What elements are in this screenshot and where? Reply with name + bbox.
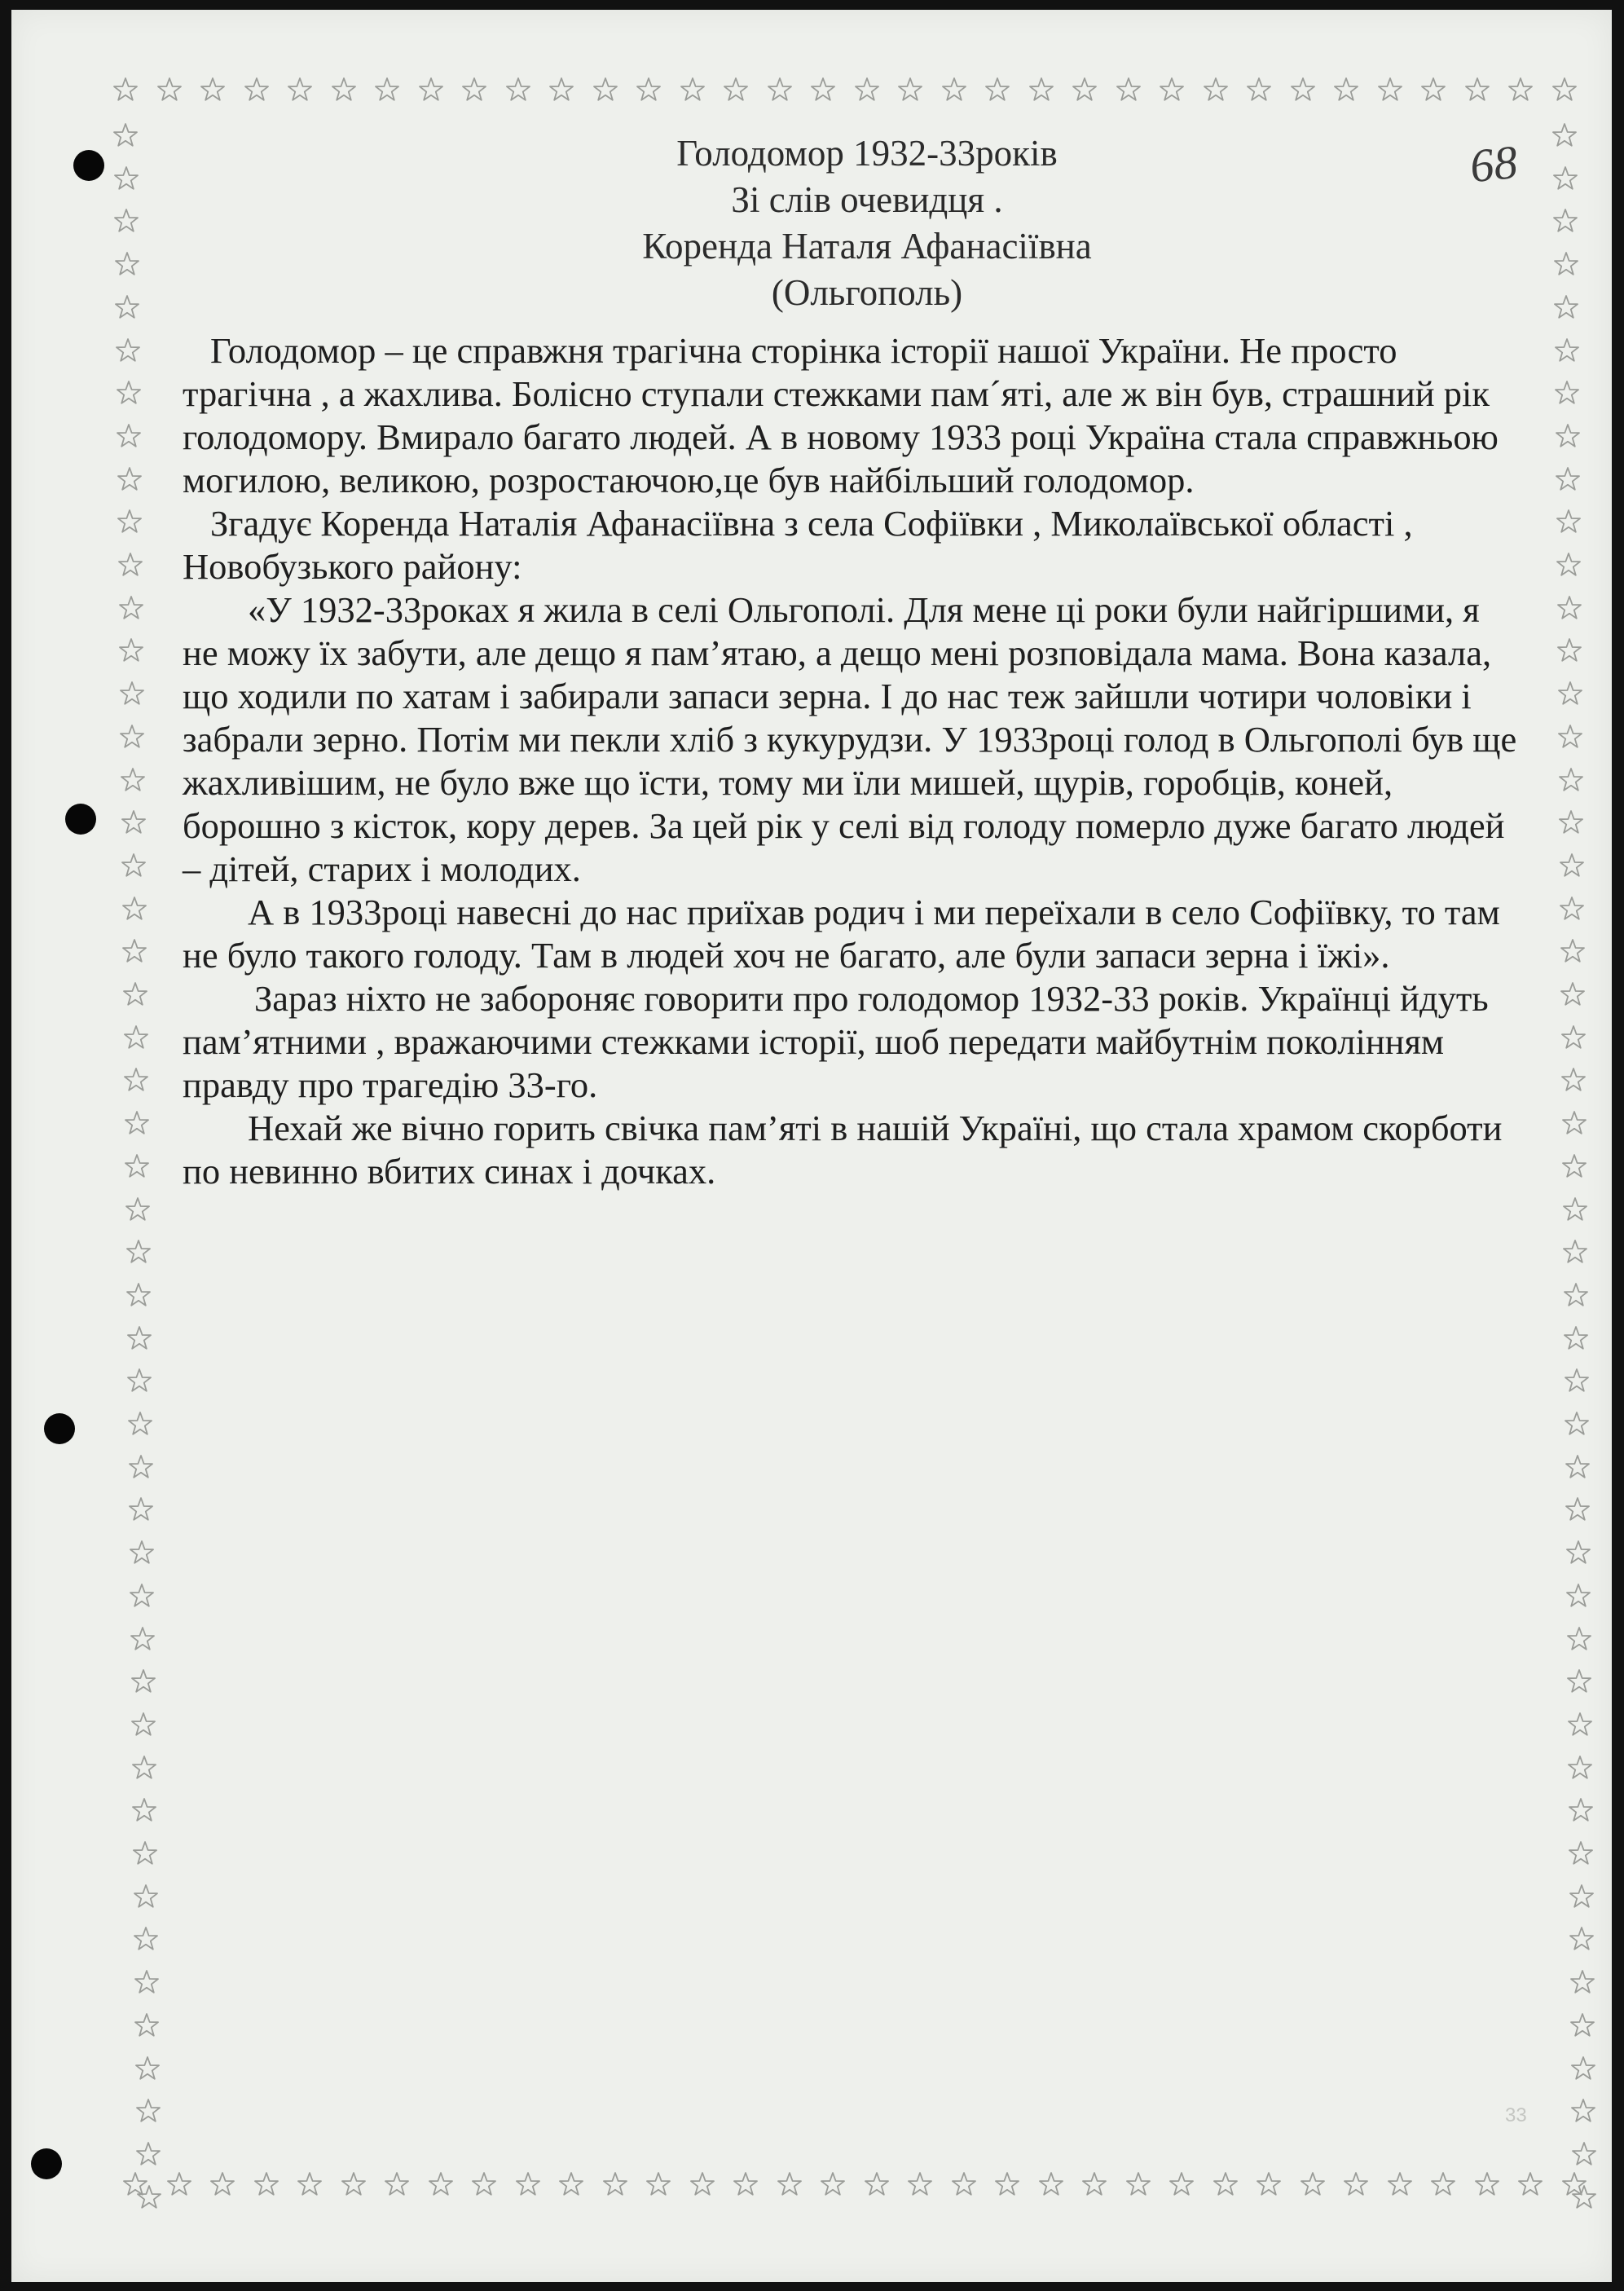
star-outline-icon: [130, 1626, 156, 1652]
star-outline-icon: [1560, 1067, 1587, 1093]
star-outline-icon: [558, 2171, 584, 2197]
star-outline-icon: [1567, 1712, 1593, 1738]
punch-hole: [73, 150, 104, 181]
star-outline-icon: [135, 2098, 161, 2124]
star-outline-icon: [244, 77, 270, 103]
star-outline-icon: [1420, 77, 1446, 103]
star-outline-icon: [134, 1969, 160, 1995]
star-outline-icon: [1554, 380, 1580, 406]
document-heading: [468, 130, 1266, 316]
star-outline-icon: [125, 1282, 152, 1308]
star-outline-icon: [1570, 2098, 1596, 2124]
star-outline-icon: [1563, 1325, 1589, 1351]
star-outline-icon: [636, 77, 662, 103]
punch-hole: [65, 804, 96, 835]
star-outline-icon: [1556, 637, 1582, 663]
star-outline-icon: [602, 2171, 628, 2197]
star-outline-icon: [1558, 767, 1584, 793]
star-outline-icon: [121, 853, 147, 879]
star-outline-icon: [1387, 2171, 1413, 2197]
star-outline-icon: [1560, 981, 1586, 1007]
star-outline-icon: [124, 1153, 150, 1179]
star-outline-icon: [118, 637, 144, 663]
star-outline-icon: [123, 1067, 149, 1093]
star-outline-icon: [1300, 2171, 1326, 2197]
star-outline-icon: [1565, 1454, 1591, 1480]
star-outline-icon: [134, 2012, 160, 2038]
star-outline-icon: [1561, 1153, 1587, 1179]
star-outline-icon: [130, 1668, 156, 1694]
star-outline-icon: [1565, 1496, 1591, 1522]
star-outline-icon: [1553, 251, 1579, 277]
star-outline-icon: [1517, 2171, 1543, 2197]
punch-hole: [44, 1413, 75, 1444]
star-outline-icon: [119, 724, 145, 750]
star-outline-icon: [1564, 1368, 1590, 1394]
star-outline-icon: [941, 77, 967, 103]
star-outline-icon: [1564, 1411, 1590, 1437]
star-outline-icon: [505, 77, 531, 103]
star-outline-icon: [135, 2141, 161, 2167]
star-outline-icon: [123, 1024, 149, 1051]
star-outline-icon: [1560, 938, 1586, 964]
star-outline-icon: [461, 77, 487, 103]
star-outline-icon: [1560, 1024, 1587, 1051]
star-outline-icon: [287, 77, 313, 103]
star-outline-icon: [1556, 509, 1582, 535]
star-outline-icon: [126, 1325, 152, 1351]
star-outline-icon: [121, 896, 147, 922]
star-outline-icon: [112, 122, 139, 148]
star-outline-icon: [121, 938, 147, 964]
star-outline-icon: [1555, 466, 1581, 492]
star-outline-icon: [854, 77, 880, 103]
star-outline-icon: [253, 2171, 279, 2197]
star-outline-icon: [1569, 1883, 1595, 1910]
star-outline-icon: [1569, 1969, 1595, 1995]
paragraph-testimony-end: А в 1933році навесні до нас приїхав родич і ми переїхали в село Софіївку, то там не було такого голоду. Там в людей хоч не багато, але були запаси зерна і їжі».: [183, 892, 1500, 976]
star-outline-icon: [384, 2171, 410, 2197]
star-outline-icon: [129, 1583, 155, 1609]
star-outline-icon: [134, 2055, 161, 2082]
star-outline-icon: [113, 165, 139, 192]
star-outline-icon: [115, 337, 141, 363]
star-outline-icon: [994, 2171, 1020, 2197]
star-outline-icon: [1571, 2141, 1597, 2167]
star-outline-icon: [114, 251, 140, 277]
star-outline-icon: [1159, 77, 1185, 103]
star-outline-icon: [515, 2171, 541, 2197]
star-outline-icon: [1246, 77, 1272, 103]
star-outline-icon: [1569, 2012, 1595, 2038]
star-outline-icon: [1551, 77, 1578, 103]
star-outline-icon: [1430, 2171, 1456, 2197]
star-outline-icon: [767, 77, 793, 103]
star-outline-icon: [689, 2171, 715, 2197]
heading-title: Голодомор 1932-33років: [676, 133, 1058, 174]
star-outline-icon: [112, 77, 139, 103]
paragraph-witness-intro: Згадує Коренда Наталія Афанасіївна з села Софіївки , Миколаївської області , Новобузького району:: [183, 503, 1413, 587]
star-outline-icon: [1562, 1239, 1588, 1265]
paragraph-intro: Голодомор – це справжня трагічна сторінка історії нашої України. Не просто трагічна , а жахлива. Болісно ступали стежками пам´яті, але ж він був, страшний рік голодомору. Вмирало багато людей. А в новому 1933 році Україна стала справжньою могилою, великою, розростаючою,це був найбільший голодомор.: [183, 330, 1499, 500]
star-outline-icon: [156, 77, 183, 103]
star-outline-icon: [121, 809, 147, 835]
star-outline-icon: [122, 981, 148, 1007]
star-outline-icon: [126, 1368, 152, 1394]
star-outline-icon: [1570, 2055, 1596, 2082]
star-outline-icon: [1212, 2171, 1239, 2197]
star-outline-icon: [116, 423, 142, 449]
star-outline-icon: [132, 1840, 158, 1866]
star-outline-icon: [127, 1411, 153, 1437]
star-outline-icon: [117, 552, 143, 578]
punch-hole: [31, 2148, 62, 2179]
star-outline-icon: [1559, 896, 1585, 922]
star-outline-icon: [209, 2171, 235, 2197]
star-outline-icon: [1568, 1840, 1594, 1866]
star-outline-icon: [125, 1196, 151, 1223]
star-outline-icon: [897, 77, 923, 103]
star-outline-icon: [592, 77, 618, 103]
star-outline-icon: [1028, 77, 1054, 103]
star-outline-icon: [117, 466, 143, 492]
star-outline-icon: [1562, 1196, 1588, 1223]
star-outline-icon: [1553, 294, 1579, 320]
star-outline-icon: [645, 2171, 671, 2197]
star-outline-icon: [1571, 2184, 1597, 2210]
star-outline-icon: [118, 595, 144, 621]
star-outline-icon: [1557, 724, 1583, 750]
star-outline-icon: [133, 1926, 159, 1952]
star-outline-icon: [133, 1883, 159, 1910]
heading-subtitle: Зі слів очевидця .: [731, 179, 1003, 220]
star-outline-icon: [1567, 1755, 1593, 1781]
star-outline-icon: [341, 2171, 367, 2197]
star-outline-icon: [1557, 681, 1583, 707]
paragraph-conclusion: Зараз ніхто не забороняє говорити про голодомор 1932-33 років. Українці йдуть пам’ятними , вражаючими стежками історії, шоб передати майбутнім поколінням правду про трагедію 33-го.: [183, 978, 1489, 1105]
star-outline-icon: [1038, 2171, 1064, 2197]
star-outline-icon: [810, 77, 836, 103]
heading-author: Коренда Наталя Афанасіївна: [642, 226, 1092, 267]
star-outline-icon: [128, 1454, 154, 1480]
star-outline-icon: [1168, 2171, 1195, 2197]
star-outline-icon: [1551, 122, 1578, 148]
star-outline-icon: [166, 2171, 192, 2197]
paragraph-testimony: «У 1932-33роках я жила в селі Ольгополі. Для мене ці роки були найгіршими, я не можу їх забути, але дещо я пам’ятаю, а дещо мені розповідала мама. Вона казала, що ходили по хатам і забирали запаси зерна. І до нас теж зайшли чотири чоловіки і забрали зерно. Потім ми пекли хліб з кукурудзи. У 1933році голод в Ольгополі був ще жахливішим, не було вже що їсти, тому ми їли мишей, щурів, горобців, коней, борошно з кісток, кору дерев. За цей рік у селі від голоду померло дуже багато людей – дітей, старих і молодих.: [183, 589, 1517, 889]
star-outline-icon: [1556, 552, 1582, 578]
star-outline-icon: [1072, 77, 1098, 103]
star-outline-icon: [1566, 1626, 1592, 1652]
star-outline-icon: [951, 2171, 977, 2197]
star-outline-icon: [1561, 1110, 1587, 1136]
star-outline-icon: [119, 681, 145, 707]
paragraph-closing: Нехай же вічно горить свічка пам’яті в нашій Україні, що стала храмом скорботи по невинно вбитих синах і дочках.: [183, 1108, 1503, 1192]
star-outline-icon: [200, 77, 226, 103]
star-outline-icon: [907, 2171, 933, 2197]
star-outline-icon: [1474, 2171, 1500, 2197]
star-outline-icon: [1565, 1583, 1591, 1609]
star-outline-icon: [114, 294, 140, 320]
star-outline-icon: [1556, 595, 1582, 621]
star-outline-icon: [1464, 77, 1490, 103]
star-outline-icon: [113, 208, 139, 234]
document-body: [183, 329, 1519, 1193]
star-outline-icon: [1203, 77, 1229, 103]
star-outline-icon: [984, 77, 1010, 103]
star-outline-icon: [1552, 208, 1578, 234]
star-outline-icon: [131, 1797, 157, 1823]
star-outline-icon: [297, 2171, 323, 2197]
star-outline-icon: [1554, 337, 1580, 363]
star-outline-icon: [1569, 1926, 1595, 1952]
star-outline-icon: [1555, 423, 1581, 449]
star-outline-icon: [820, 2171, 846, 2197]
star-outline-icon: [1343, 2171, 1369, 2197]
star-outline-icon: [1568, 1797, 1594, 1823]
star-outline-icon: [1565, 1540, 1591, 1566]
star-outline-icon: [864, 2171, 890, 2197]
star-outline-icon: [130, 1712, 156, 1738]
star-outline-icon: [129, 1540, 155, 1566]
handwritten-page-number: 68: [1467, 134, 1521, 193]
star-outline-icon: [733, 2171, 759, 2197]
star-outline-icon: [680, 77, 706, 103]
star-outline-icon: [1552, 165, 1578, 192]
star-outline-icon: [117, 509, 143, 535]
star-outline-icon: [1377, 77, 1403, 103]
star-outline-icon: [1563, 1282, 1589, 1308]
star-outline-icon: [136, 2184, 162, 2210]
star-outline-icon: [131, 1755, 157, 1781]
star-outline-icon: [418, 77, 444, 103]
star-outline-icon: [777, 2171, 803, 2197]
star-outline-icon: [125, 1239, 152, 1265]
star-outline-icon: [1116, 77, 1142, 103]
star-outline-icon: [1081, 2171, 1107, 2197]
star-outline-icon: [124, 1110, 150, 1136]
star-outline-icon: [723, 77, 749, 103]
star-outline-icon: [1290, 77, 1316, 103]
star-outline-icon: [1559, 853, 1585, 879]
star-outline-icon: [428, 2171, 454, 2197]
star-outline-icon: [374, 77, 400, 103]
star-outline-icon: [128, 1496, 154, 1522]
document-page: [11, 10, 1612, 2282]
star-outline-icon: [120, 767, 146, 793]
star-outline-icon: [116, 380, 142, 406]
star-outline-icon: [1333, 77, 1359, 103]
star-outline-icon: [331, 77, 357, 103]
heading-place: (Ольгополь): [771, 272, 963, 313]
star-outline-icon: [548, 77, 574, 103]
star-outline-icon: [1558, 809, 1584, 835]
star-outline-icon: [1566, 1668, 1592, 1694]
faint-stamp-number: 33: [1505, 2104, 1527, 2126]
star-outline-icon: [1507, 77, 1534, 103]
star-outline-icon: [1256, 2171, 1282, 2197]
star-outline-icon: [471, 2171, 497, 2197]
star-outline-icon: [1125, 2171, 1151, 2197]
